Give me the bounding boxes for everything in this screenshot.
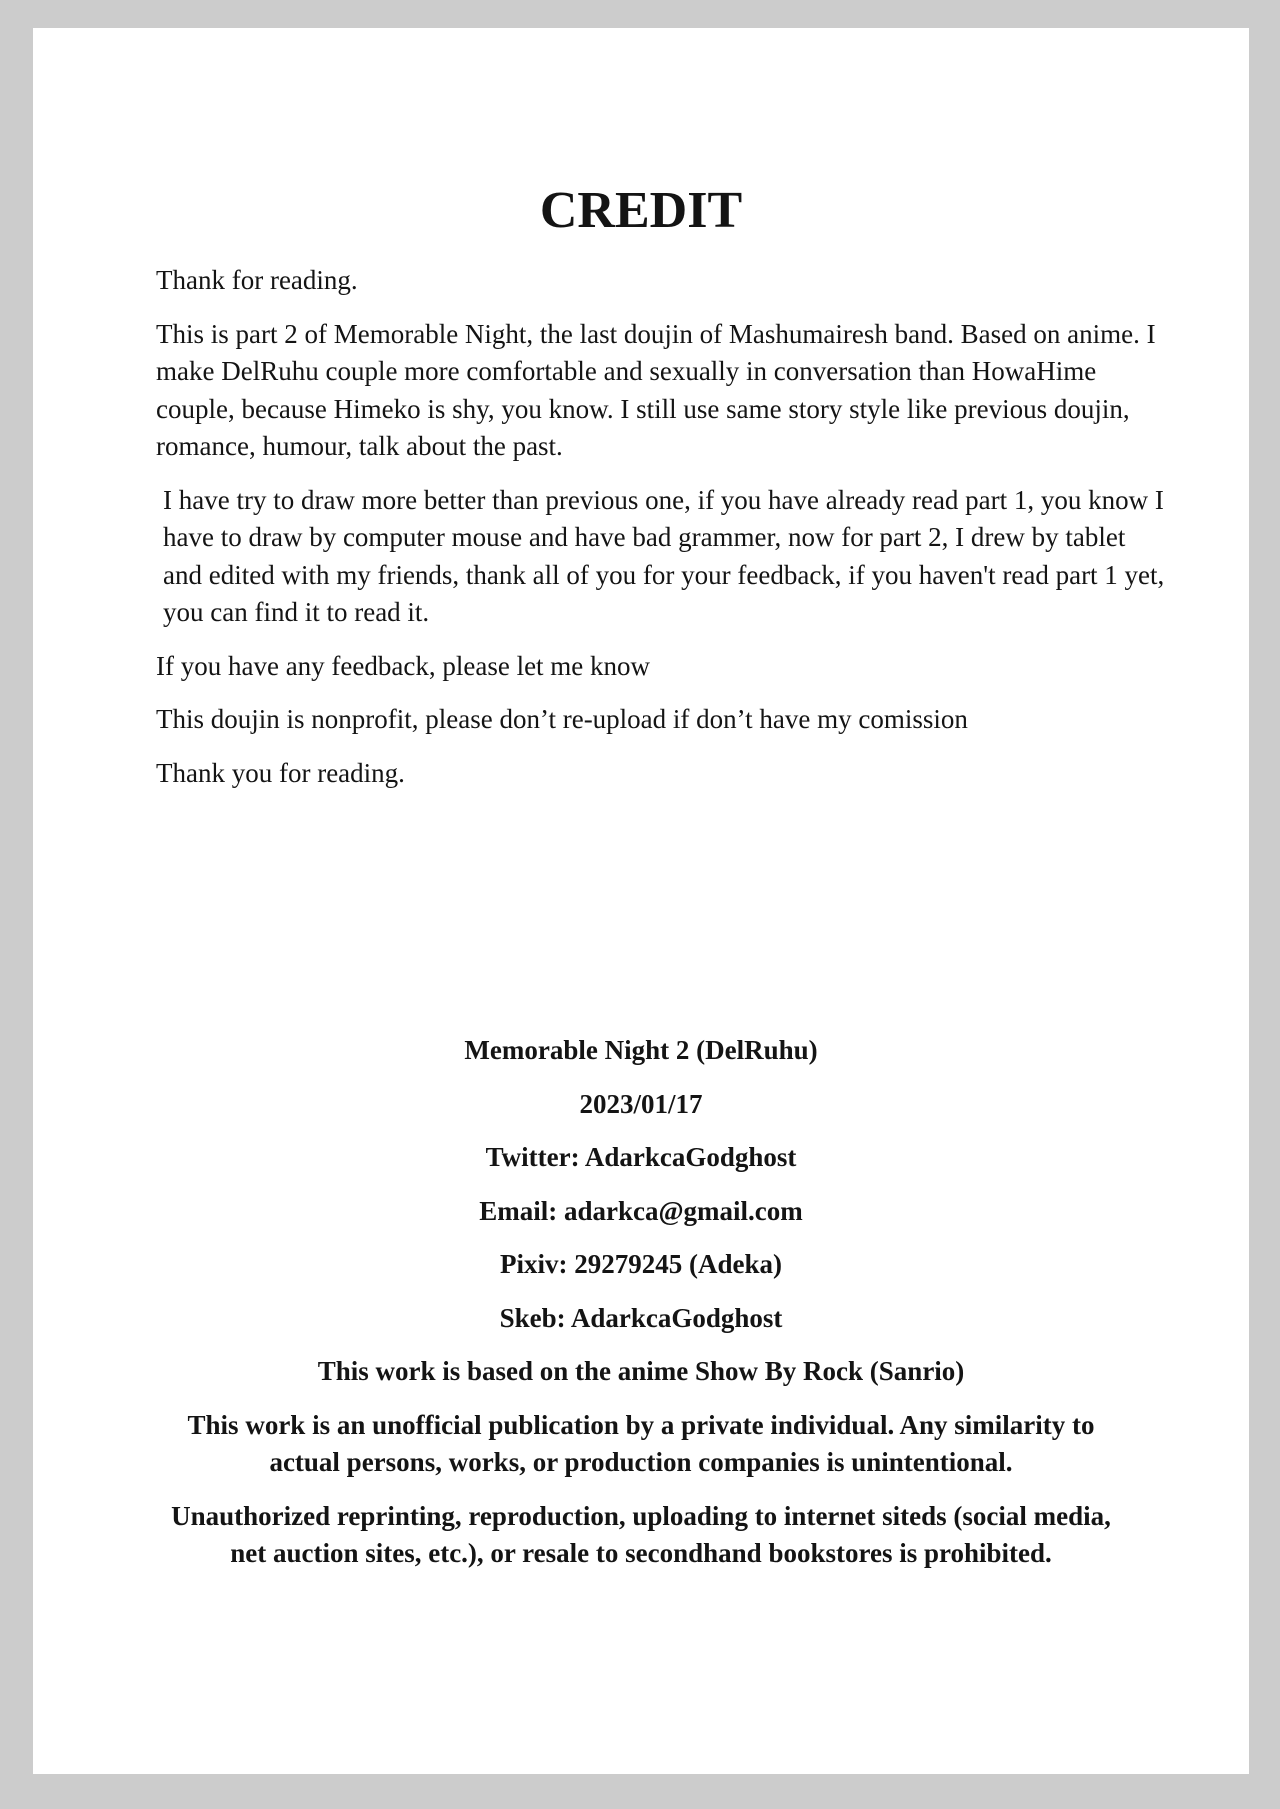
paragraph-nonprofit: This doujin is nonprofit, please don’t re-upload if don’t have my comission <box>156 704 968 734</box>
paragraph-thanks: Thank for reading. <box>156 265 358 295</box>
disclaimer-note: This work is an unofficial publication by a private individual. Any similarity to actual persons, works, or production companies is unintentional. <box>187 1409 1095 1477</box>
page-title: CREDIT <box>539 182 743 239</box>
twitter-handle: Twitter: AdarkcaGodghost <box>485 1142 797 1172</box>
pixiv-id: Pixiv: 29279245 (Adeka) <box>500 1249 782 1279</box>
paragraph-intro: This is part 2 of Memorable Night, the last doujin of Mashumairesh band. Based on anime. I make DelRuhu couple more comfortable and sexually in conversation than HowaHime couple, because Himeko is shy, you know. I still use same story style like previous doujin, romance, humour, talk about the past. <box>156 318 1156 461</box>
based-on-note: This work is based on the anime Show By Rock (Sanrio) <box>317 1356 965 1386</box>
publish-date: 2023/01/17 <box>579 1088 703 1119</box>
work-title: Memorable Night 2 (DelRuhu) <box>464 1035 818 1065</box>
skeb-handle: Skeb: AdarkcaGodghost <box>499 1302 783 1333</box>
paragraph-drawing: I have try to draw more better than previous one, if you have already read part 1, you know I have to draw by computer mouse and have bad grammer, now for part 2, I drew by tablet and edited with my friends, thank all of you for your feedback, if you haven't read part 1 yet, you can find it to read it. <box>163 484 1165 627</box>
paragraph-feedback: If you have any feedback, please let me know <box>156 650 651 681</box>
credits-block <box>153 1032 1129 1589</box>
email-address: Email: adarkca@gmail.com <box>479 1195 803 1226</box>
document-page <box>33 28 1249 1774</box>
body-text <box>156 262 1166 808</box>
prohibition-note: Unauthorized reprinting, reproduction, uploading to internet siteds (social media, net auction sites, etc.), or resale to secondhand bookstores is prohibited. <box>171 1500 1111 1568</box>
paragraph-closing: Thank you for reading. <box>156 757 405 788</box>
